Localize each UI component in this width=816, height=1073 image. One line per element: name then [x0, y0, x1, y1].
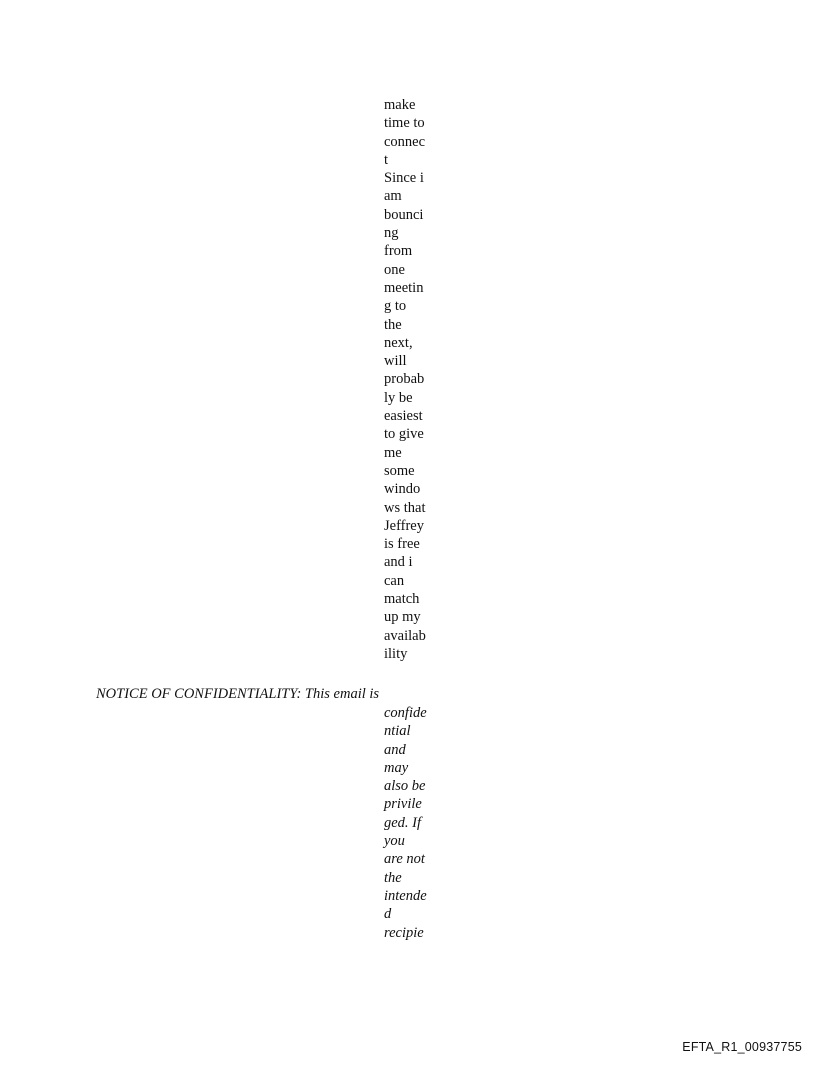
body-line: Since i — [384, 170, 424, 187]
body-line: ws that — [384, 499, 426, 516]
confidentiality-notice-lead: NOTICE OF CONFIDENTIALITY: This email is — [96, 686, 380, 702]
notice-line: ntial — [384, 723, 411, 740]
confidentiality-notice-text — [384, 704, 454, 942]
body-line: ng — [384, 225, 399, 242]
email-body-text — [384, 96, 454, 663]
body-line: windo — [384, 481, 421, 498]
body-line: easiest — [384, 408, 423, 425]
body-line: ly be — [384, 389, 413, 406]
body-line: from — [384, 243, 413, 260]
body-line: g to — [384, 298, 407, 315]
notice-line: intende — [384, 887, 427, 904]
document-id-footer: EFTA_R1_00937755 — [682, 1040, 802, 1054]
body-line: the — [384, 316, 402, 333]
notice-line: and — [384, 741, 406, 758]
body-line: am — [384, 188, 402, 205]
body-line: will — [384, 353, 407, 370]
body-line: is free — [384, 536, 420, 553]
notice-line: ged. If — [384, 814, 422, 831]
body-line: and i — [384, 554, 413, 571]
body-line: make — [384, 97, 416, 113]
notice-line: the — [384, 869, 402, 886]
body-line: next, — [384, 334, 413, 351]
body-line: availab — [384, 627, 426, 644]
notice-line: may — [384, 759, 409, 776]
body-line: Jeffrey — [384, 517, 424, 534]
notice-line: also be — [384, 778, 426, 795]
body-line: some — [384, 462, 415, 479]
body-line: ility — [384, 645, 408, 662]
body-line: time to — [384, 115, 425, 132]
notice-line: are not — [384, 851, 425, 868]
body-line: up my — [384, 609, 421, 626]
body-line: connec — [384, 133, 426, 150]
notice-line: d — [384, 906, 392, 923]
notice-line: confide — [384, 705, 427, 721]
body-line: to give — [384, 426, 424, 443]
notice-line: privile — [384, 796, 422, 813]
body-line: probab — [384, 371, 425, 388]
body-line: match — [384, 591, 420, 608]
body-line: t — [384, 151, 389, 168]
body-line: one — [384, 261, 405, 278]
body-line: can — [384, 572, 405, 589]
notice-line: you — [384, 833, 405, 850]
body-line: bounci — [384, 206, 424, 223]
body-line: meetin — [384, 279, 424, 296]
notice-line: recipie — [384, 924, 424, 941]
body-line: me — [384, 444, 402, 461]
